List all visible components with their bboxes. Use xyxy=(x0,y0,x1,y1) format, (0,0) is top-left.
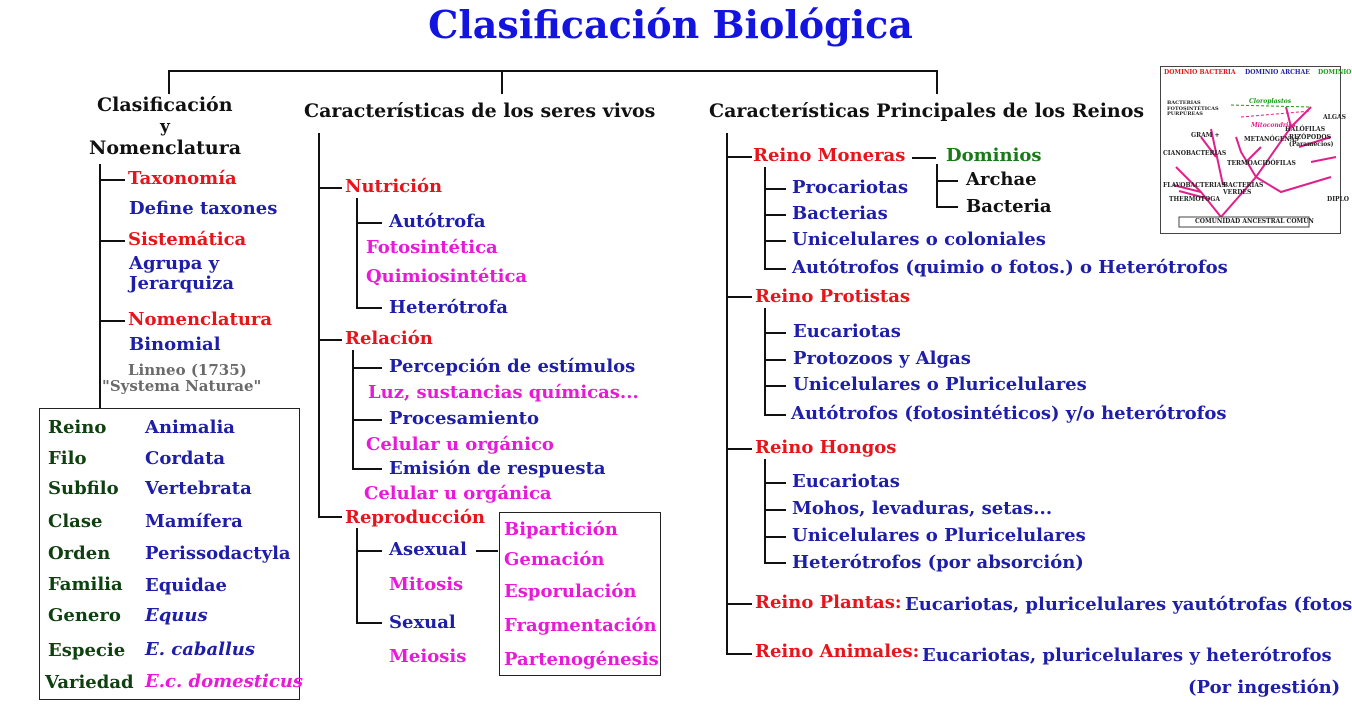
tree-label: DIPLO xyxy=(1327,196,1349,203)
animales-desc: Eucariotas, pluricelulares y heterótrofos xyxy=(922,645,1332,666)
dominios-label: Dominios xyxy=(946,145,1042,166)
col1-tree-line xyxy=(99,164,101,408)
protistas-branch xyxy=(764,359,786,361)
moneras-line xyxy=(764,167,766,269)
moneras-branch xyxy=(764,268,786,270)
tree-label: Mitocondrias xyxy=(1251,122,1296,129)
tree-label: CIANOBACTERIAS xyxy=(1163,150,1227,157)
col2-branch xyxy=(318,516,342,518)
protistas-label: Reino Protistas xyxy=(755,286,911,307)
value-genero: Equus xyxy=(145,605,208,626)
rank-especie: Especie xyxy=(48,640,126,661)
nutricion-branch xyxy=(356,222,382,224)
col2-heading: Características de los seres vivos xyxy=(304,100,656,122)
nomenclatura-desc: Binomial xyxy=(129,334,221,355)
animales-desc-2: (Por ingestión) xyxy=(1188,677,1341,698)
protistas-line xyxy=(764,308,766,415)
dominio-eukarya-label: DOMINIO xyxy=(1318,69,1352,76)
col1-heading-2: y xyxy=(160,117,170,137)
rank-orden: Orden xyxy=(48,543,111,564)
tree-label: GRAM + xyxy=(1191,132,1220,139)
asexual-types-box xyxy=(499,512,661,676)
archae-label: Archae xyxy=(966,169,1037,190)
nutricion-line xyxy=(356,198,358,308)
value-familia: Equidae xyxy=(145,575,227,596)
fotosintetica-label: Fotosintética xyxy=(366,237,498,258)
hongos-label: Reino Hongos xyxy=(755,437,897,458)
reproduccion-line xyxy=(356,528,358,623)
rank-variedad: Variedad xyxy=(45,672,134,693)
sexual-label: Sexual xyxy=(389,612,456,633)
taxonomy-table xyxy=(39,408,304,700)
moneras-label: Reino Moneras xyxy=(753,145,906,166)
biparticion-label: Bipartición xyxy=(504,519,618,540)
rank-subfilo: Subfilo xyxy=(48,478,119,499)
percepcion-label: Percepción de estímulos xyxy=(389,356,636,377)
emision-label: Emisión de respuesta xyxy=(389,458,606,479)
fragmentacion-label: Fragmentación xyxy=(504,615,657,636)
value-subfilo: Vertebrata xyxy=(145,478,252,499)
connector-col1 xyxy=(168,70,170,94)
col1-heading-3: Nomenclatura xyxy=(89,137,242,159)
hongos-branch xyxy=(764,536,786,538)
connector-col2 xyxy=(501,70,503,94)
tree-label: HALÓFILAS xyxy=(1285,126,1326,133)
col3-branch xyxy=(726,603,752,605)
procesamiento-label: Procesamiento xyxy=(389,408,539,429)
mitosis-label: Mitosis xyxy=(389,574,464,595)
nutricion-label: Nutrición xyxy=(345,176,443,197)
top-connector xyxy=(168,70,938,72)
col3-branch xyxy=(726,448,752,450)
hongos-item: Unicelulares o Pluricelulares xyxy=(792,525,1086,546)
value-clase: Mamífera xyxy=(145,511,243,532)
tree-label: BACTERIAS FOTOSINTÉTICAS PURPÚREAS xyxy=(1167,100,1219,117)
tree-label: RIZÓPODOS (Paramecios) xyxy=(1289,134,1334,148)
col3-branch xyxy=(726,156,752,158)
protistas-branch xyxy=(764,332,786,334)
col1-branch xyxy=(99,240,125,242)
protistas-branch xyxy=(764,414,786,416)
moneras-item: Procariotas xyxy=(792,177,909,198)
relacion-label: Relación xyxy=(345,328,433,349)
col1-branch xyxy=(99,320,125,322)
hongos-branch xyxy=(764,509,786,511)
rank-reino: Reino xyxy=(48,417,107,438)
reproduccion-label: Reproducción xyxy=(345,507,486,528)
tree-label: METANÓGENAS xyxy=(1244,136,1299,143)
tree-label: TERMOACIDÓFILAS xyxy=(1227,160,1296,167)
relacion-branch xyxy=(352,367,382,369)
col2-branch xyxy=(318,187,342,189)
moneras-branch xyxy=(764,240,786,242)
moneras-dominios-connector xyxy=(912,157,936,159)
col3-tree-line xyxy=(726,133,728,655)
col3-branch xyxy=(726,296,752,298)
col1-heading-1: Clasificación xyxy=(97,94,233,116)
dominios-branch xyxy=(936,180,958,182)
moneras-branch xyxy=(764,188,786,190)
phylogenetic-tree-inset xyxy=(1160,66,1352,234)
value-variedad: E.c. domesticus xyxy=(145,671,304,692)
systema-naturae-note: "Systema Naturae" xyxy=(102,377,262,395)
hongos-item: Mohos, levaduras, setas... xyxy=(792,498,1053,519)
col3-heading: Características Principales de los Reinos xyxy=(709,100,1145,122)
gemacion-label: Gemación xyxy=(504,549,605,570)
reproduccion-branch xyxy=(356,622,382,624)
nutricion-branch xyxy=(356,307,382,309)
protistas-branch xyxy=(764,385,786,387)
bacteria-label: Bacteria xyxy=(966,196,1052,217)
asexual-connector xyxy=(476,550,498,552)
page-title: Clasificación Biológica xyxy=(428,2,913,47)
esporulacion-label: Esporulación xyxy=(504,581,637,602)
hongos-line xyxy=(764,459,766,563)
protistas-item: Unicelulares o Pluricelulares xyxy=(793,374,1087,395)
col2-branch xyxy=(318,339,342,341)
meiosis-label: Meiosis xyxy=(389,646,467,667)
protistas-item: Protozoos y Algas xyxy=(793,348,971,369)
linneo-note: Linneo (1735) xyxy=(128,361,247,379)
tree-root-label: COMUNIDAD ANCESTRAL COMÚN xyxy=(1195,218,1314,225)
rank-filo: Filo xyxy=(48,448,87,469)
value-especie: E. caballus xyxy=(145,639,256,660)
dominio-archae-label: DOMINIO ARCHAE xyxy=(1245,69,1310,76)
relacion-branch xyxy=(352,468,382,470)
plantas-label: Reino Plantas: xyxy=(755,592,902,613)
moneras-item: Autótrofos (quimio o fotos.) o Heterótrofos xyxy=(792,257,1228,278)
col1-branch xyxy=(99,179,125,181)
autotrofa-label: Autótrofa xyxy=(389,211,486,232)
nomenclatura-label: Nomenclatura xyxy=(128,309,273,330)
asexual-label: Asexual xyxy=(389,539,467,560)
taxonomia-label: Taxonomía xyxy=(128,168,237,189)
moneras-item: Bacterias xyxy=(792,203,888,224)
protistas-item: Autótrofos (fotosintéticos) y/o heterótrofos xyxy=(791,403,1227,424)
moneras-item: Unicelulares o coloniales xyxy=(792,229,1046,250)
reproduccion-branch xyxy=(356,550,382,552)
tree-label: FLAVOBACTERIAS xyxy=(1163,182,1226,189)
partenogenesis-label: Partenogénesis xyxy=(504,649,659,670)
rank-clase: Clase xyxy=(48,511,103,532)
tree-label: ALGAS xyxy=(1323,114,1346,121)
value-orden: Perissodactyla xyxy=(145,543,291,564)
protistas-item: Eucariotas xyxy=(793,321,901,342)
sistematica-label: Sistemática xyxy=(128,229,247,250)
celular-organica-label: Celular u orgánica xyxy=(364,483,552,504)
animales-label: Reino Animales: xyxy=(755,641,920,662)
taxonomia-desc: Define taxones xyxy=(129,198,278,219)
dominio-bacteria-label: DOMINIO BACTERIA xyxy=(1164,69,1236,76)
hongos-branch xyxy=(764,482,786,484)
value-reino: Animalia xyxy=(145,417,235,438)
hongos-item: Heterótrofos (por absorción) xyxy=(792,552,1084,573)
sistematica-desc-2: Jerarquiza xyxy=(129,273,234,294)
quimiosintetica-label: Quimiosintética xyxy=(366,266,528,287)
celular-organico-label: Celular u orgánico xyxy=(366,434,554,455)
sistematica-desc-1: Agrupa y xyxy=(129,253,220,274)
heterotrofa-label: Heterótrofa xyxy=(389,297,508,318)
dominios-line xyxy=(936,164,938,207)
tree-label: THERMOTOGA xyxy=(1169,196,1221,203)
dominios-branch xyxy=(936,206,958,208)
moneras-branch xyxy=(764,214,786,216)
tree-label: Cloroplastos xyxy=(1249,98,1292,105)
rank-genero: Genero xyxy=(48,605,121,626)
relacion-branch xyxy=(352,419,382,421)
plantas-desc: Eucariotas, pluricelulares yautótrofas (fotos xyxy=(905,594,1352,615)
value-filo: Cordata xyxy=(145,448,226,469)
hongos-branch xyxy=(764,562,786,564)
tree-label: BACTERIAS VERDES xyxy=(1223,182,1264,196)
col3-branch xyxy=(726,653,752,655)
luz-label: Luz, sustancias químicas... xyxy=(368,382,639,403)
hongos-item: Eucariotas xyxy=(792,471,900,492)
rank-familia: Familia xyxy=(48,574,123,595)
connector-col3 xyxy=(936,70,938,94)
col2-tree-line xyxy=(318,133,320,517)
